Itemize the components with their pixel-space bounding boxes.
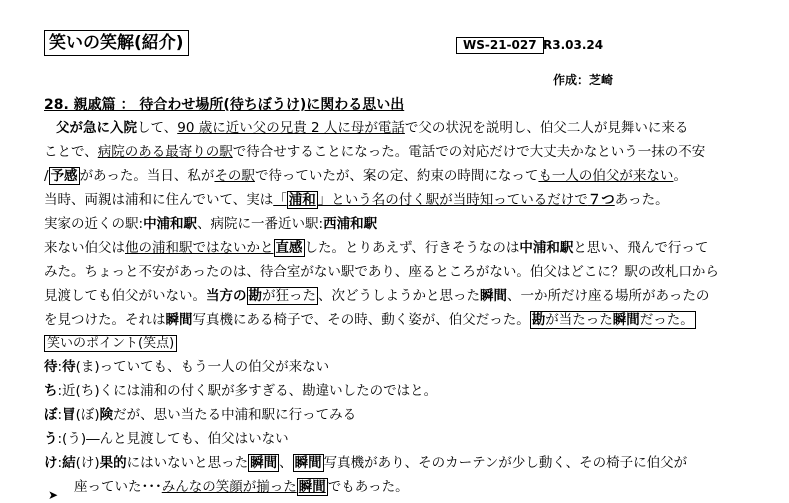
text-strong: 瞬間 bbox=[165, 312, 193, 328]
text: 」という名の付く駅が当時知っているだけで bbox=[317, 192, 588, 208]
text: で父の状況を説明し、伯父二人が見舞いに来る bbox=[404, 120, 689, 136]
section-heading: 28. 親戚篇 ： 待合わせ場所(待ちぼうけ)に関わる思い出 bbox=[44, 97, 405, 113]
body-line-7: みた。ちょっと不安があったのは、待合室がない駅であり、座るところがない。伯父はどこに？駅の改札口から bbox=[44, 264, 719, 280]
text: :(う)―んと見渡しても、伯父はいない bbox=[57, 431, 289, 447]
text: :近(ち)くには浦和の付く駅が多すぎる、勘違いしたのではと。 bbox=[57, 383, 438, 399]
text-underlined: 病院のある最寄りの駅 bbox=[97, 144, 233, 160]
point-row-3 bbox=[44, 405, 356, 425]
text: 、次どうしようかと思った bbox=[318, 288, 480, 304]
text: で待っていたが、案の定、約束の時間になって bbox=[254, 168, 539, 184]
text-strong: 瞬間 bbox=[612, 312, 640, 328]
text-strong: 結 bbox=[62, 455, 76, 471]
text: 。 bbox=[673, 168, 687, 184]
boxed-phrase bbox=[247, 287, 319, 305]
page-title: 笑いの笑解(紹介) bbox=[44, 30, 189, 56]
boxed-word: 瞬間 bbox=[298, 479, 326, 495]
text-underlined: も一人の伯父が来ない bbox=[538, 168, 674, 184]
text: ことで、 bbox=[44, 144, 98, 160]
text: 見渡しても伯父がいない。 bbox=[44, 288, 206, 304]
text: みんなの笑顔が揃った bbox=[161, 479, 297, 495]
document-date: R3.03.24 bbox=[543, 38, 604, 52]
text: 座っていた･･･ bbox=[74, 479, 162, 495]
text-strong: 勘 bbox=[248, 288, 262, 304]
text: が当たった bbox=[545, 312, 613, 328]
body-line-3 bbox=[44, 166, 687, 186]
text: (ぼ) bbox=[75, 407, 100, 423]
boxed-phrase bbox=[530, 311, 696, 329]
text-strong: 当方の bbox=[206, 288, 247, 304]
text-strong: 待 bbox=[62, 359, 76, 375]
text: した。とりあえず、行きそうなのは bbox=[304, 240, 520, 256]
points-label-row bbox=[44, 333, 177, 354]
body-line-4 bbox=[44, 190, 669, 210]
boxed-word: 直感 bbox=[275, 240, 303, 256]
text: で待合せすることになった。電話での対応だけで大丈夫かなという一抹の不安 bbox=[232, 144, 706, 160]
text-strong: 冒 bbox=[62, 407, 76, 423]
text: : bbox=[57, 455, 63, 471]
boxed-word: 予感 bbox=[50, 168, 78, 184]
text: (ま)っていても、もう一人の伯父が来ない bbox=[75, 359, 330, 375]
text-strong: 父が急に入院 bbox=[56, 120, 137, 136]
point-row-5 bbox=[44, 453, 687, 473]
text: : bbox=[57, 359, 63, 375]
body-line-2 bbox=[44, 142, 705, 162]
text: : bbox=[57, 407, 63, 423]
point-row-2 bbox=[44, 381, 437, 401]
text-strong: 中浦和駅 bbox=[143, 216, 198, 232]
text: 、一か所だけ座る場所があったの bbox=[507, 288, 710, 304]
boxed-word: 浦和 bbox=[288, 192, 316, 208]
text: (け) bbox=[75, 455, 100, 471]
point-key: ぼ bbox=[44, 407, 58, 423]
text: 当時、両親は浦和に住んでいて、実は bbox=[44, 192, 274, 208]
text: が狂った bbox=[262, 288, 316, 304]
text: 写真機にある椅子で、その時、動く姿が、伯父だった。 bbox=[192, 312, 530, 328]
point-key: 待 bbox=[44, 359, 58, 375]
point-row-4 bbox=[44, 429, 289, 449]
text: でもあった。 bbox=[327, 479, 409, 495]
text-strong: 瞬間 bbox=[480, 288, 507, 304]
text-underlined: 90 歳に近い父の兄貴 2 人に母が電話 bbox=[177, 120, 405, 136]
text-strong: 西浦和駅 bbox=[323, 216, 378, 232]
point-key: う bbox=[44, 431, 58, 447]
text-strong: 険 bbox=[99, 407, 114, 423]
point-row-6 bbox=[74, 477, 409, 497]
text-strong: 勘 bbox=[531, 312, 546, 328]
text: 、病院に一番近い駅: bbox=[197, 216, 324, 232]
boxed-word: 瞬間 bbox=[250, 455, 278, 471]
points-label: 笑いのポイント(笑点) bbox=[44, 335, 177, 352]
text: / bbox=[44, 168, 49, 184]
text: を見つけた。それは bbox=[44, 312, 166, 328]
text-strong: 中浦和駅 bbox=[519, 240, 574, 256]
body-line-1 bbox=[56, 118, 688, 138]
point-key: ち bbox=[44, 383, 58, 399]
text: して、 bbox=[137, 120, 178, 136]
text: 写真機があり、そのカーテンが少し動く、その椅子に伯父が bbox=[323, 455, 688, 471]
document-id: WS-21-027 bbox=[456, 37, 544, 54]
text-strong: ７つ bbox=[587, 192, 615, 208]
body-line-5 bbox=[44, 214, 377, 234]
text: だった。 bbox=[639, 312, 694, 328]
body-line-8 bbox=[44, 286, 709, 306]
point-key: け bbox=[44, 455, 58, 471]
point-row-1 bbox=[44, 357, 329, 377]
text: あった。 bbox=[614, 192, 669, 208]
text-underlined bbox=[162, 478, 328, 496]
text: 来ない伯父は bbox=[44, 240, 125, 256]
text-underlined bbox=[273, 191, 615, 209]
body-line-9 bbox=[44, 310, 696, 330]
text-underlined: 他の浦和駅ではないかと bbox=[125, 240, 274, 256]
text: 、 bbox=[279, 455, 293, 471]
text: と思い、飛んで行って bbox=[573, 240, 709, 256]
body-line-6 bbox=[44, 238, 708, 258]
text: 実家の近くの駅: bbox=[44, 216, 144, 232]
boxed-word: 瞬間 bbox=[294, 455, 322, 471]
text-strong: 果的 bbox=[99, 455, 127, 471]
text: にはいないと思った bbox=[126, 455, 249, 471]
text-underlined: その駅 bbox=[214, 168, 255, 184]
text: があった。当日、私が bbox=[79, 168, 215, 184]
author-label: 作成：芝崎 bbox=[553, 73, 614, 87]
text: 「 bbox=[273, 192, 287, 208]
text: だが、思い当たる中浦和駅に行ってみる bbox=[113, 407, 357, 423]
arrow-icon: ➤ bbox=[48, 488, 59, 502]
